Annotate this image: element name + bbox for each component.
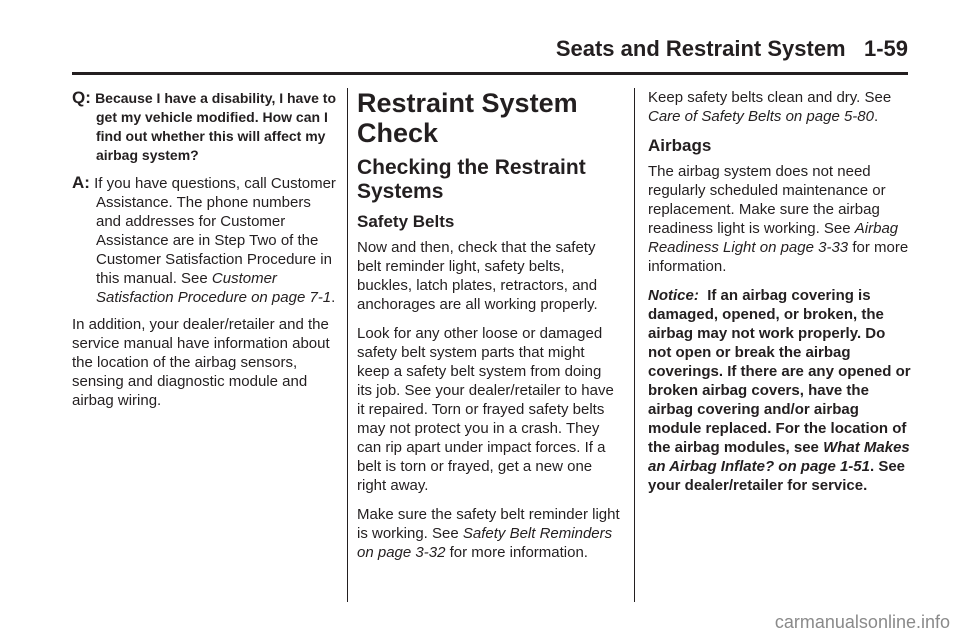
column-divider-2: [634, 88, 635, 602]
airbag-readiness-reference[interactable]: Airbag Readiness Light on page 3-33: [648, 220, 899, 256]
clean-belts-text: Keep safety belts clean and dry. See: [648, 89, 892, 106]
airbags-paragraph: [648, 162, 912, 276]
answer-end: .: [331, 289, 336, 306]
answer-label: A:: [72, 173, 90, 192]
column-3: [648, 88, 912, 505]
safety-belts-paragraph-3: [357, 505, 620, 562]
clean-belts-end: .: [873, 108, 879, 125]
safety-belts-heading: Safety Belts: [357, 212, 455, 231]
section-title: [556, 36, 908, 62]
p3-text: Make sure the safety belt reminder light is working. See: [357, 506, 620, 542]
column-divider-1: [347, 88, 348, 602]
airbags-heading: Airbags: [648, 136, 712, 155]
question-label: Q:: [72, 88, 91, 107]
page-number: 1-59: [863, 36, 908, 61]
section-title-text: Seats and Restraint System: [555, 36, 846, 61]
airbags-text: The airbag system does not need regularly scheduled maintenance or replacement. Make sure the airbag readiness light is working. See: [648, 163, 886, 237]
notice-paragraph: [648, 286, 912, 495]
care-of-belts-reference[interactable]: Care of Safety Belts on page 5-80: [648, 108, 874, 125]
airbag-inflate-reference[interactable]: What Makes an Airbag Inflate? on page 1-51: [648, 439, 910, 475]
header-rule: [72, 72, 908, 75]
notice-end: . See your dealer/retailer for service.: [648, 458, 906, 494]
question: [72, 88, 340, 165]
dealer-info-paragraph: In addition, your dealer/retailer and the service manual have information about the location of the airbag sensors, sensing and diagnostic module and airbag wiring.: [72, 316, 330, 409]
safety-belts-paragraph-1: Now and then, check that the safety belt reminder light, safety belts, buckles, latch plates, retractors, and anchorages are all working properly.: [357, 239, 598, 313]
safety-belts-paragraph-2: Look for any other loose or damaged safety belt system parts that might keep a safety belt system from doing its job. See your dealer/retailer to have it repaired. Torn or frayed safety belts may not protect you in a crash. They can rip apart under impact forces. If a belt is torn or frayed, get a new one right away.: [357, 325, 614, 494]
answer: [72, 173, 340, 307]
notice-label: Notice:: [648, 287, 699, 304]
column-1: [72, 88, 340, 420]
question-text: Because I have a disability, I have to get my vehicle modified. How can I find out whether this will affect my airbag system?: [95, 90, 337, 163]
safety-belt-reminders-reference[interactable]: Safety Belt Reminders on page 3-32: [357, 525, 613, 561]
restraint-check-title: Restraint System Check: [357, 88, 578, 148]
watermark: carmanualsonline.info: [774, 612, 950, 632]
answer-text: If you have questions, call Customer Assistance. The phone numbers and addresses for Customer Assistance are in Step Two of the Customer Satisfaction Procedure in this manual. See: [94, 175, 336, 287]
p3-end: for more information.: [449, 544, 588, 561]
notice-text: If an airbag covering is damaged, opened, or broken, the airbag may not work properly. Do not open or break the airbag coverings. If there are any opened or broken airbag covers, have the airbag covering and/or airbag module replaced. For the location of the airbag modules, see: [648, 287, 911, 456]
column-2: [357, 88, 620, 572]
checking-restraint-subtitle: Checking the Restraint Systems: [357, 156, 586, 203]
airbags-end: for more information.: [648, 239, 909, 275]
answer-reference[interactable]: Customer Satisfaction Procedure on page 7-1: [96, 270, 332, 306]
clean-belts-paragraph: [648, 88, 912, 126]
